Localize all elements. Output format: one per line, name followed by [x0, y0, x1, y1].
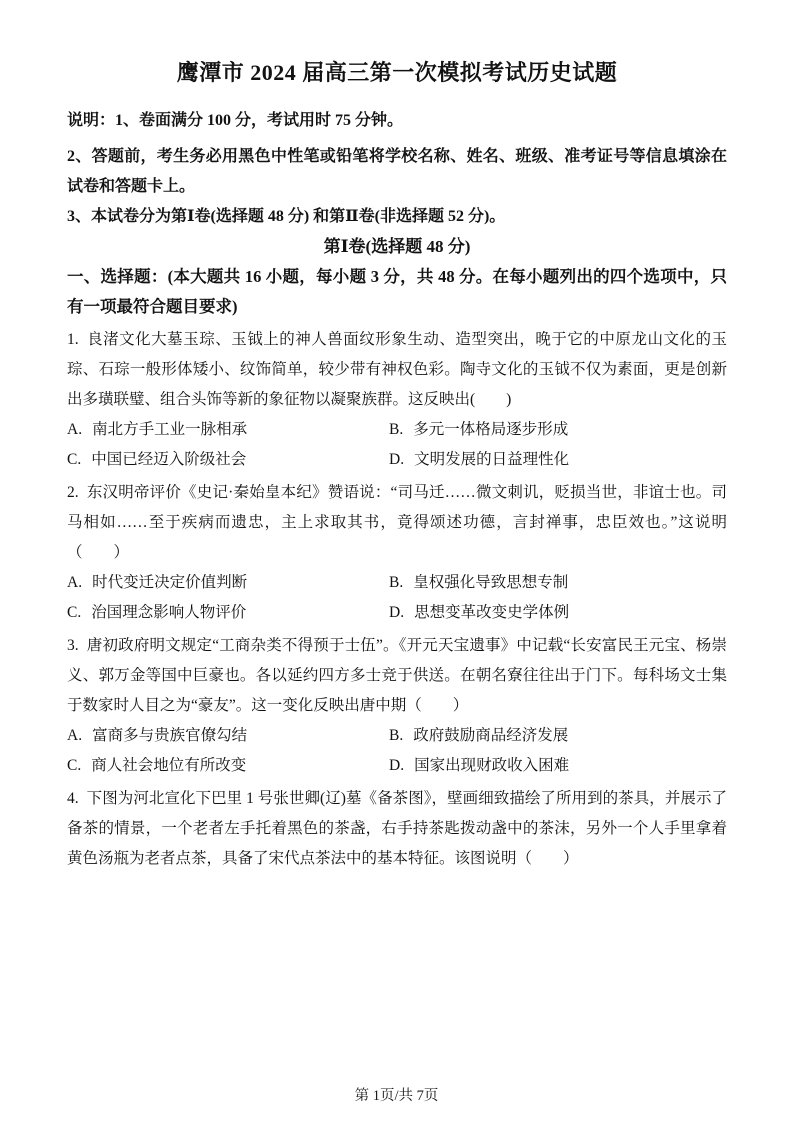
option-c	[67, 445, 389, 475]
option-label: B.	[389, 727, 404, 744]
option-b	[389, 721, 727, 751]
option-label: C.	[67, 604, 82, 621]
question-number: 1.	[67, 331, 79, 348]
instruction-1: 说明：1、卷面满分 100 分，考试用时 75 分钟。	[67, 112, 404, 129]
option-label: D.	[389, 757, 405, 774]
question-text: 下图为河北宣化下巴里 1 号张世卿(辽)墓《备茶图》，壁画细致描绘了所用到的茶具，并展示了备茶的情景，一个老者左手托着黑色的茶盏，右手持茶匙拨动盏中的茶沫，另外一个人手里拿着黄色汤瓶为老者点茶，具备了宋代点茶法中的基本特征。该图说明（ ）	[67, 790, 727, 867]
instruction-2: 2、答题前，考生务必用黑色中性笔或铅笔将学校名称、姓名、班级、准考证号等信息填涂在试卷和答题卡上。	[67, 148, 727, 195]
option-label: A.	[67, 727, 83, 744]
option-label: B.	[389, 421, 404, 438]
option-b	[389, 415, 727, 445]
part-heading: 一、选择题：(本大题共 16 小题，每小题 3 分，共 48 分。在每小题列出的四个选项中，只有一项最符合题目要求)	[67, 267, 727, 316]
option-label: A.	[67, 421, 83, 438]
option-text: 思想变革改变史学体例	[414, 604, 570, 621]
question-text: 东汉明帝评价《史记·秦始皇本纪》赞语说：“司马迁……微文刺讥，贬损当世，非谊士也。司马相如……至于疾病而遗忠，主上求取其书，竟得颂述功德，言封禅事，忠臣效也。”这说明（ ）	[67, 484, 727, 561]
option-text: 南北方手工业一脉相承	[92, 421, 248, 438]
option-label: D.	[389, 451, 405, 468]
option-text: 政府鼓励商品经济发展	[413, 727, 569, 744]
question-text: 唐初政府明文规定“工商杂类不得预于士伍”。《开元天宝遗事》中记载“长安富民王元宝、杨崇义、郭万金等国中巨豪也。各以延约四方多士竞于供送。在朝名寮往往出于门下。每科场文士集于数家时人目之为“豪友”。这一变化反映出唐中期（ ）	[67, 637, 727, 714]
option-text: 多元一体格局逐步形成	[413, 421, 569, 438]
section-heading: 第Ⅰ卷(选择题 48 分)	[323, 237, 471, 256]
question-1	[67, 325, 727, 475]
question-stem	[67, 784, 727, 874]
option-text: 国家出现财政收入困难	[414, 757, 570, 774]
option-text: 商人社会地位有所改变	[91, 757, 247, 774]
option-text: 富商多与贵族官僚勾结	[92, 727, 248, 744]
option-c	[67, 598, 389, 628]
page-title: 鹰潭市 2024 届高三第一次模拟考试历史试题	[176, 60, 618, 85]
option-label: A.	[67, 574, 83, 591]
options-grid	[67, 568, 727, 628]
option-text: 治国理念影响人物评价	[91, 604, 247, 621]
question-number: 2.	[67, 484, 79, 501]
question-2	[67, 478, 727, 628]
option-d	[389, 598, 727, 628]
question-number: 3.	[67, 637, 79, 654]
option-b	[389, 568, 727, 598]
option-d	[389, 445, 727, 475]
option-text: 中国已经迈入阶级社会	[91, 451, 247, 468]
question-stem	[67, 478, 727, 568]
instruction-3: 3、本试卷分为第Ⅰ卷(选择题 48 分) 和第Ⅱ卷(非选择题 52 分)。	[67, 208, 506, 225]
question-4	[67, 784, 727, 874]
option-label: D.	[389, 604, 405, 621]
option-a	[67, 721, 389, 751]
options-grid	[67, 721, 727, 781]
question-3	[67, 631, 727, 781]
option-text: 时代变迁决定价值判断	[92, 574, 248, 591]
page-footer: 第 1页/共 7页	[354, 1088, 439, 1104]
options-grid	[67, 415, 727, 475]
option-c	[67, 751, 389, 781]
question-stem	[67, 631, 727, 721]
question-number: 4.	[67, 790, 79, 807]
option-text: 皇权强化导致思想专制	[413, 574, 569, 591]
option-text: 文明发展的日益理性化	[414, 451, 570, 468]
option-a	[67, 568, 389, 598]
option-a	[67, 415, 389, 445]
question-text: 良渚文化大墓玉琮、玉钺上的神人兽面纹形象生动、造型突出，晚于它的中原龙山文化的玉琮、石琮一般形体矮小、纹饰简单，较少带有神权色彩。陶寺文化的玉钺不仅为素面，更是创新出多璜联璧、组合头饰等新的象征物以凝聚族群。这反映出( )	[67, 331, 727, 408]
option-label: C.	[67, 451, 82, 468]
option-label: B.	[389, 574, 404, 591]
option-label: C.	[67, 757, 82, 774]
question-stem	[67, 325, 727, 415]
option-d	[389, 751, 727, 781]
